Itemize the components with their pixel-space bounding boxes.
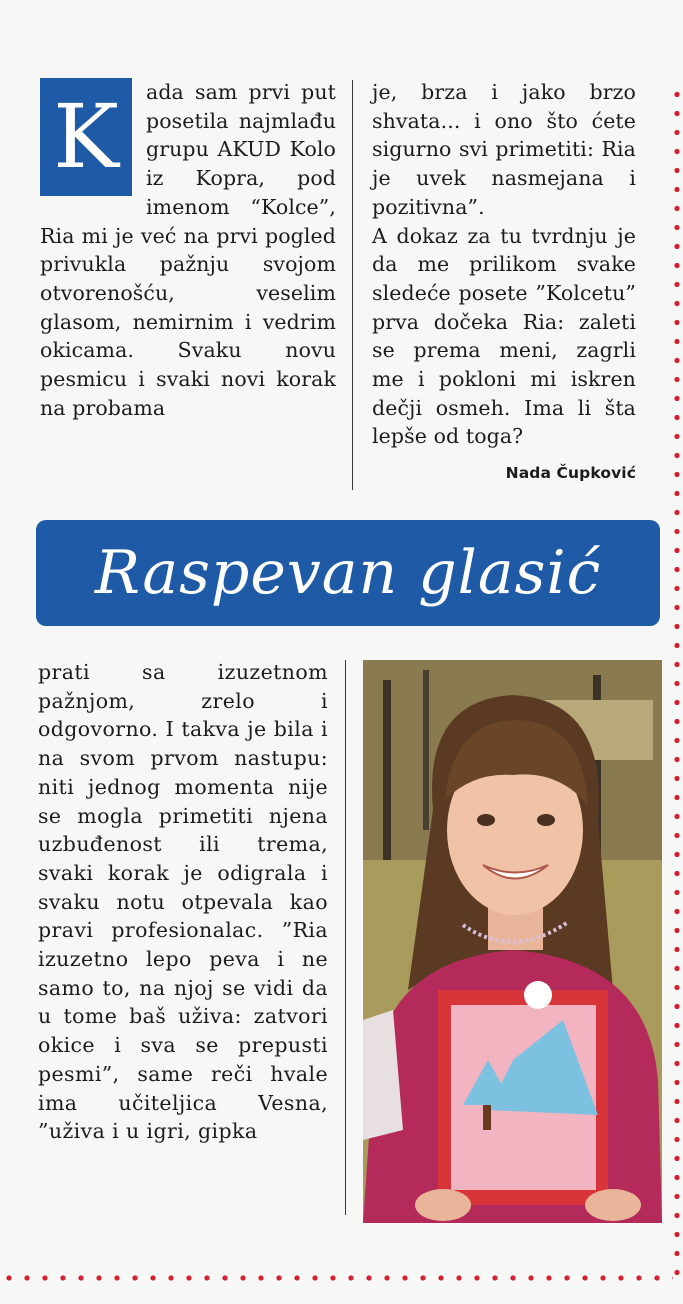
photo-illustration bbox=[363, 660, 662, 1223]
article-column-1 bbox=[40, 78, 336, 422]
title-banner bbox=[36, 520, 660, 626]
girl-photo bbox=[363, 660, 662, 1223]
article-column-2 bbox=[372, 78, 636, 488]
column-1-text: ada sam prvi put posetila najmlađu grupu AKUD Kolo iz Kopra, pod imenom “Kolce”, Ria mi je već na prvi pogled privukla pažnju svojom otvorenošću, veselim glasom, nemirnim i vedrim okicama. Svaku novu pesmicu i svaki novi korak na probama bbox=[40, 80, 336, 420]
author-byline: Nada Čupković bbox=[505, 464, 636, 483]
article-column-3 bbox=[38, 658, 328, 1146]
column-2-paragraph-2: A dokaz za tu tvrdnju je da me prilikom svake sledeće posete ”Kolcetu” prva dočeka Ria: zaleti se prema meni, zagrli me i pokloni mi iskren dečji osmeh. Ima li šta lepše od toga? bbox=[372, 223, 636, 449]
column-divider-bottom bbox=[345, 660, 346, 1215]
banner-title: Raspevan glasić bbox=[94, 538, 602, 608]
column-2-paragraph-1: je, brza i jako brzo shvata... i ono što ćete sigurno svi primetiti: Ria je uvek nasmejana i pozitivna”. bbox=[372, 80, 636, 219]
column-3-text: prati sa izuzetnom pažnjom, zrelo i odgovorno. I takva je bila i na svom prvom nastupu: niti jednog momenta nije se mogla primetiti njena uzbuđenost ili trema, svaki korak je odigrala i svaku notu otpevala kao pravi profesionalac. ”Ria izuzetno lepo peva i ne samo to, na njoj se vidi da u tome baš uživa: zatvori okice i sva se prepusti pesmi”, same reči hvale ima učiteljica Vesna, ”uživa i u igri, gipka bbox=[38, 660, 328, 1144]
dotted-border-right bbox=[674, 85, 680, 1285]
dotted-border-bottom bbox=[0, 1274, 673, 1282]
column-divider-top bbox=[352, 80, 353, 490]
drop-cap: K bbox=[40, 78, 132, 196]
